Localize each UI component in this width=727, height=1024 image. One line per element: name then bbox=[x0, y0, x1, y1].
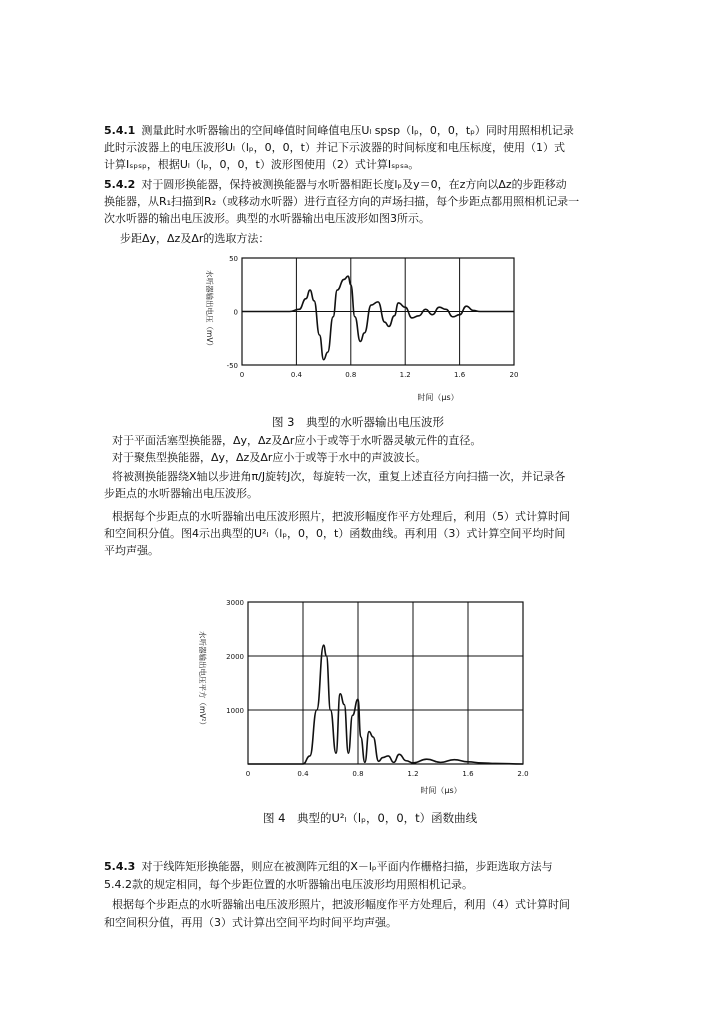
para-line-4: 步距点的水听器输出电压波形。 bbox=[104, 487, 258, 500]
section-5-4-3-line-1: 5.4.3 对于线阵矩形换能器，则应在被测阵元组的X－lₚ平面内作栅格扫描，步距选取方法与 bbox=[104, 860, 553, 873]
x-tick-label: 1.2 bbox=[407, 770, 419, 778]
para-line-7: 平均声强。 bbox=[104, 544, 159, 557]
x-tick-label: 0.8 bbox=[345, 371, 357, 379]
x-tick-label: 1.2 bbox=[399, 371, 411, 379]
section-number: 5.4.3 bbox=[104, 860, 136, 873]
x-axis-label: 时间（μs） bbox=[417, 393, 459, 402]
x-tick-label: 0 bbox=[239, 371, 245, 379]
para-line-6: 和空间积分值。图4示出典型的U²ₗ（lₚ，0，0，t）函数曲线。再利用（3）式计算空间平均时间 bbox=[104, 527, 566, 540]
x-tick-label: 20 bbox=[509, 371, 519, 379]
section-5-4-3-line-4: 和空间积分值，再用（3）式计算出空间平均时间平均声强。 bbox=[104, 916, 397, 929]
para-line-5: 根据每个步距点的水听器输出电压波形照片，把波形幅度作平方处理后，利用（5）式计算时间 bbox=[112, 510, 570, 523]
para-line-3: 将被测换能器绕X轴以步进角π/J旋转J次，每旋转一次，重复上述直径方向扫描一次，并记录各 bbox=[112, 470, 566, 483]
figure-3-chart bbox=[195, 252, 535, 404]
section-5-4-2-line-3: 次水听器的输出电压波形。典型的水听器输出电压波形如图3所示。 bbox=[104, 212, 430, 225]
section-5-4-3-line-3: 根据每个步距点的水听器输出电压波形照片，把波形幅度作平方处理后，利用（4）式计算时间 bbox=[112, 898, 570, 911]
section-number: 5.4.2 bbox=[104, 178, 136, 191]
x-tick-label: 2.0 bbox=[517, 770, 529, 778]
x-tick-label: 0.4 bbox=[297, 770, 309, 778]
x-tick-label: 0.4 bbox=[290, 371, 302, 379]
x-axis-label: 时间（μs） bbox=[420, 786, 462, 795]
para-line-1: 对于平面活塞型换能器，Δy，Δz及Δr应小于或等于水听器灵敏元件的直径。 bbox=[112, 434, 482, 447]
figure-3-caption: 图 3 典型的水听器输出电压波形 bbox=[272, 415, 444, 429]
figure-4-chart bbox=[190, 592, 540, 800]
figure-4-caption: 图 4 典型的U²ₗ（lₚ，0，0，t）函数曲线 bbox=[263, 811, 478, 825]
x-tick-label: 0 bbox=[245, 770, 251, 778]
y-tick-label: -50 bbox=[226, 362, 238, 370]
y-axis-label: 水听器输出电压（mV） bbox=[205, 270, 214, 350]
section-number: 5.4.1 bbox=[104, 124, 136, 137]
x-tick-label: 0.8 bbox=[352, 770, 364, 778]
y-tick-label: 50 bbox=[229, 255, 238, 263]
section-5-4-2-line-2: 换能器，从R₁扫描到R₂（或移动水听器）进行直径方向的声场扫描，每个步距点都用照相机记录一 bbox=[104, 195, 580, 208]
series-line bbox=[248, 645, 523, 764]
section-5-4-1-line-3: 计算Iₛₚₛₚ，根据Uₗ（lₚ，0，0，t）波形图使用（2）式计算Iₛₚₛₐ。 bbox=[104, 158, 420, 171]
section-5-4-2-line-4: 步距Δy，Δz及Δr的选取方法： bbox=[120, 232, 270, 245]
y-tick-label: 0 bbox=[233, 308, 238, 317]
x-tick-label: 1.6 bbox=[454, 371, 466, 379]
para-line-2: 对于聚焦型换能器，Δy，Δz及Δr应小于或等于水中的声波波长。 bbox=[112, 451, 427, 464]
plot-frame bbox=[248, 602, 523, 764]
y-axis-label: 水听器输出电压平方（mV²） bbox=[198, 631, 207, 729]
section-5-4-2-line-1: 5.4.2 对于圆形换能器，保持被测换能器与水听器相距长度lₚ及y＝0，在z方向以Δz的步距移动 bbox=[104, 178, 567, 191]
y-tick-label: 1000 bbox=[226, 707, 244, 715]
section-5-4-1-line-1: 5.4.1 测量此时水听器输出的空间峰值时间峰值电压Uₗ spsp（lₚ，0，0，tₚ）同时用照相机记录 bbox=[104, 124, 574, 137]
x-tick-label: 1.6 bbox=[462, 770, 474, 778]
series-line bbox=[242, 276, 514, 359]
y-tick-label: 2000 bbox=[226, 653, 244, 661]
section-5-4-3-line-2: 5.4.2款的规定相同，每个步距位置的水听器输出电压波形均用照相机记录。 bbox=[104, 878, 473, 891]
y-tick-label: 3000 bbox=[226, 599, 244, 607]
section-5-4-1-line-2: 此时示波器上的电压波形Uₗ（lₚ，0，0，t）并记下示波器的时间标度和电压标度，使用（1）式 bbox=[104, 141, 565, 154]
